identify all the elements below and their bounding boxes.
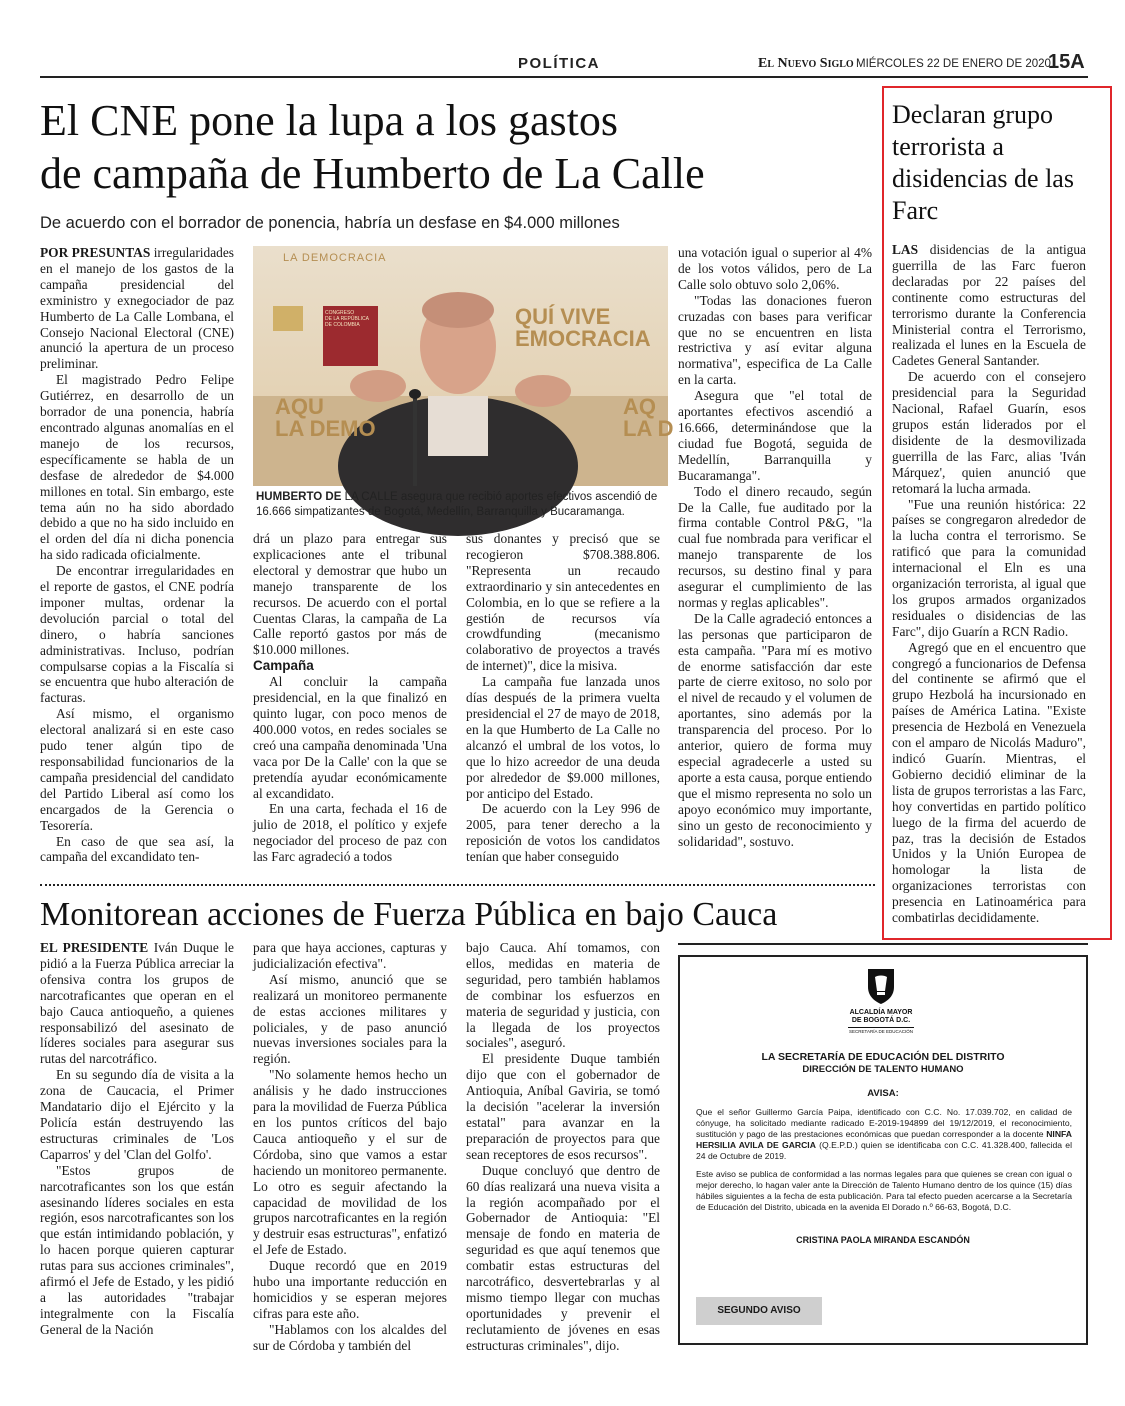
photo-text-right: QUÍ VIVE EMOCRACIA xyxy=(515,304,651,351)
main-col4-p2: "Todas las donaciones fueron cruzadas con bases para verificar que no se encuentren en lista restrictiva y así evitar alguna normativa", especifica de La Calle en la carta. xyxy=(678,292,872,388)
photo-caption-bold: HUMBERTO DE xyxy=(256,491,342,503)
photo-caption-text: LA CALLE asegura que recibió aportes efectivos ascendió de 16.666 simpatizantes de Bogotá, Medellín, Barranquilla y Bucaramanga. xyxy=(256,491,658,518)
main-column-2 xyxy=(253,531,447,865)
notice-signature: CRISTINA PAOLA MIRANDA ESCANDÓN xyxy=(796,1235,970,1245)
main-col4-p1: una votación igual o superior al 4% de los votos válidos, pero de La Calle solo obtuvo solo 2,06%. xyxy=(678,245,872,292)
legal-notice-box xyxy=(678,955,1088,1345)
main-column-3 xyxy=(466,531,660,865)
seal-line-1: ALCALDÍA MAYOR xyxy=(849,1009,913,1016)
section-label: POLÍTICA xyxy=(518,55,600,72)
bottom-headline: Monitorean acciones de Fuerza Pública en bajo Cauca xyxy=(40,896,778,933)
notice-paragraph-1 xyxy=(696,1107,1072,1162)
issue-date: MIÉRCOLES 22 DE ENERO DE 2020 xyxy=(856,58,1051,70)
main-col1-p3: De encontrar irregularidades en el reporte de gastos, el CNE podría imponer multas, ordenar la devolución parcial o total del dinero, o habría sanciones administrativas. Incluso, podrían compulsarse copias a la Fiscalía si se encuentra que hubo alteración de facturas. xyxy=(40,563,234,706)
bottom-col3-p3: Duque concluyó que dentro de 60 días realizará una nueva visita a la región acompañado por el Gobernador de Antioquia: "El mensaje de fondo en materia de seguridad es que aquí tenemos que combatir estas estructuras del narcotráfico, desvertebrarlas y al mismo tiempo llegar con muchas oportunidades y prevenir el reclutamiento de jóvenes en esas estructuras criminales", dijo. xyxy=(466,1162,660,1353)
notice-deceased-name: NINFA HERSILIA AVILA DE GARCIA xyxy=(696,1129,1072,1150)
notice-title: LA SECRETARÍA DE EDUCACIÓN DEL DISTRITO xyxy=(761,1051,1005,1063)
side-article-body xyxy=(892,242,1086,926)
seal-line-3: SECRETARÍA DE EDUCACIÓN xyxy=(849,1029,913,1034)
main-col4-p4: Todo el dinero recaudo, según De la Calle, fue auditado por la firma contable Control P&G, "la cual fue nombrada para verificar el manejo transparente de los recursos, su destino final y para asegurar el cumplimiento de las normas y reglas aplicables". xyxy=(678,483,872,610)
notice-p1-b: (Q.E.P.D.) quien se identificaba con C.C. 41.328.400, fallecida el 24 de Octubre de 2019. xyxy=(696,1140,1072,1161)
bottom-lead-word: EL PRESIDENTE xyxy=(40,940,149,955)
bottom-col2-p5: "Hablamos con los alcaldes del sur de Córdoba y también del xyxy=(253,1321,447,1353)
main-col3-p3: De acuerdo con la Ley 996 de 2005, para tener derecho a la reposición de votos los candidatos tenían que haber conseguido xyxy=(466,801,660,865)
bottom-column-1 xyxy=(40,940,234,1338)
photo-text-far-right: AQ LA D xyxy=(623,394,674,441)
bottom-col2-p1: para que haya acciones, capturas y judicialización efectiva". xyxy=(253,940,447,971)
bottom-col3-p1: bajo Cauca. Ahí tomamos, con ellos, medidas en materia de seguridad, pero también hablamos de combinar los esfuerzos en materia de seguridad y justicia, con la llegada de los proyectos sociales", aseguró. xyxy=(466,940,660,1051)
bottom-col3-p2: El presidente Duque también dijo que con el gobernador de Antioquia, Aníbal Gaviria, se tomó la decisión "acelerar la inversión estatal" para avanzar en la preparación de proyectos para que sean receptores de esos recursos". xyxy=(466,1051,660,1162)
main-column-1 xyxy=(40,245,234,865)
speaker-illustration xyxy=(253,246,668,486)
bottom-col1-p1: Iván Duque le pidió a la Fuerza Pública arreciar la ofensiva contra los grupos de narcotraficantes que operan en el bajo Cauca antioqueño, a quienes responsabilizó del asesinato de líderes sociales para asegurar sus rutas del narcotráfico. xyxy=(40,940,234,1067)
photo-banner-text: CONGRESO DE LA REPÚBLICA DE COLOMBIA xyxy=(325,310,369,328)
side-p4: Agregó que en el encuentro que congregó a funcionarios de Defensa del continente se afirmó que el grupo Hezbolá ha incursionado en países de América Latina. "Existe presencia de Hezbolá en Venezuela con el amparo de Nicolás Maduro", indicó Guarín. Mientras, el Gobierno decidió eliminar de la lista de grupos terroristas a las Farc, hoy convertidas en partido político luego de la firma del acuerdo de paz, tras la decisión de Estados Unidos y la Unión Europea de homologar la lista de organizaciones terroristas con presencia en Latinoamérica para combatirlas decididamente. xyxy=(892,639,1086,926)
main-col1-p1: irregularidades en el manejo de los gastos de la campaña presidencial del exministro y exnegociador de paz Humberto de La Calle Lombana, el Consejo Nacional Electoral (CNE) anunció la apertura de un proceso preliminar. xyxy=(40,245,234,372)
main-photo xyxy=(253,246,674,486)
bottom-col2-p3: "No solamente hemos hecho un análisis y he dado instrucciones para la movilidad de Fuerza Pública en los puntos críticos del bajo Cauca antioqueño y el sur de Córdoba, sino que vamos a estar haciendo un monitoreo permanente. Lo otro es seguir afectando la capacidad de movilidad de los grupos narcotraficantes en la región y destruir esas estructuras", enfatizó el Jefe de Estado. xyxy=(253,1067,447,1258)
bottom-col1-p2: En su segundo día de visita a la zona de Caucacia, el Primer Mandatario dijo el Ejército y la Policía están destruyendo las estructuras criminales de 'Los Caparros' y del 'Clan del Golfo'. xyxy=(40,1067,234,1162)
notice-aviso: AVISA: xyxy=(867,1088,899,1099)
notice-paragraph-2: Este aviso se publica de conformidad a las normas legales para que quienes se crean con igual o mejor derecho, lo hagan valer ante la Dirección de Talento Humano dentro de los quince (15) días hábiles siguientes a la fecha de esta publicación. Para tal efecto pueden acercarse a la Secretaría de Educación del Distrito, ubicada en la avenida El Dorado n.º 66-63, Bogotá, D.C. xyxy=(696,1169,1072,1212)
side-p3: "Fue una reunión histórica: 22 países se congregaron alrededor de la lucha contra el terrorismo. Se ratificó que para la comunidad internacional el Eln es una organización terrorista, al igual que los grupos armados organizados residuales o disidencias de las Farc", dijo Guarín a RCN Radio. xyxy=(892,496,1086,639)
notice-p1-a: Que el señor Guillermo García Paipa, identificado con C.C. No. 17.039.702, en calidad de cónyuge, ha solicitado mediante radicado E-2019-194899 del 19/12/2019, el reconocimiento, sustitución y pago de las prestaciones económicas que puedan corresponder a la docente xyxy=(696,1107,1072,1139)
main-col1-p5: En caso de que sea así, la campaña del excandidato ten- xyxy=(40,833,234,865)
coat-of-arms-icon xyxy=(866,967,896,1005)
page-number: 15A xyxy=(1048,51,1085,73)
side-lead-word: LAS xyxy=(892,242,919,257)
main-col1-p4: Así mismo, el organismo electoral analizará si en este caso pudo tener algún tipo de responsabilidad funcionarios de la campaña presidencial del candidato del Partido Liberal así como los encargados de la Gerencia o Tesorería. xyxy=(40,706,234,833)
main-col4-p5: De la Calle agradeció entonces a las personas que participaron de esta campaña. "Para mí es motivo de enorme satisfacción dar este parte de cierre exitoso, no solo por el nivel de recaudo y el volumen de aportantes, sino además por la transparencia del proceso. Por lo anterior, quiero de forma muy especial agradecerle a usted su aporte a esta causa, porque entiendo que el mismo representa no solo un apoyo económico muy importante, sino un gesto de reconocimiento y solidaridad", sostuvo. xyxy=(678,610,872,849)
main-col3-p1: sus donantes y precisó que se recogieron $708.388.806. "Representa un recaudo extraordinario y sin antecedentes en Colombia, en lo que se refiere a la gestión de recursos vía crowdfunding (mecanismo colaborativo de proyectos a través de internet)", dice la misiva. xyxy=(466,531,660,674)
seal-line-2: DE BOGOTÁ D.C. xyxy=(851,1017,911,1024)
main-col2-p3: En una carta, fechada el 16 de julio de 2018, el político y exjefe negociador del proceso de paz con las Farc agradeció a todos xyxy=(253,801,447,865)
bottom-col2-p4: Duque recordó que en 2019 hubo una importante reducción en homicidios y se esperan mejores cifras para este año. xyxy=(253,1258,447,1321)
main-col2-p1: drá un plazo para entregar sus explicaciones ante el tribunal electoral y demostrar que hubo un manejo transparente de los recursos. De acuerdo con el portal Cuentas Claras, la campaña de La Calle reportó gastos por más de $10.000 millones. xyxy=(253,531,447,658)
bottom-column-3 xyxy=(466,940,660,1354)
main-column-4 xyxy=(678,245,872,849)
bottom-column-2 xyxy=(253,940,447,1354)
main-col3-p2: La campaña fue lanzada unos días después de la primera vuelta presidencial el 27 de mayo de 2018, en la que Humberto de La Calle no alcanzó el umbral de los votos, lo que lo hizo acreedor de una deuda por alrededor de $9.000 millones, por anticipo del Estado. xyxy=(466,674,660,801)
notice-subtitle: DIRECCIÓN DE TALENTO HUMANO xyxy=(802,1064,964,1075)
main-subtitle: De acuerdo con el borrador de ponencia, habría un desfase en $4.000 millones xyxy=(40,214,620,232)
photo-text-left: AQU LA DEMO xyxy=(275,394,376,441)
main-headline-line2: de campaña de Humberto de La Calle xyxy=(40,149,705,198)
photo-text-top: LA DEMOCRACIA xyxy=(283,252,387,264)
main-headline xyxy=(40,94,880,200)
main-subhead-campana: Campaña xyxy=(253,658,314,674)
main-col4-p3: Asegura que "el total de aportantes efectivos ascendió a 16.666, determinándose que la ciudad fue Bogotá, seguida de Medellín, Barranquilla y Bucaramanga". xyxy=(678,388,872,483)
section-separator xyxy=(40,884,875,886)
notice-top-rule xyxy=(678,943,1088,945)
photo-caption xyxy=(256,490,666,520)
paper-name: El Nuevo Siglo xyxy=(758,56,854,71)
seal-text xyxy=(830,1009,932,1035)
header-rule xyxy=(40,76,1088,78)
side-p2: De acuerdo con el consejero presidencial para la Seguridad Nacional, Rafael Guarín, esos grupos están liderados por el disidente de la desmovilizada guerrilla de las Farc, alias 'Iván Márquez', quien anunció que retomará la lucha armada. xyxy=(892,369,1086,496)
main-col1-p2: El magistrado Pedro Felipe Gutiérrez, en desarrollo de un borrador de una ponencia, habría encontrado algunas anomalías en el manejo de los recursos, específicamente se habla de un desfase de alrededor de $4.000 millones en total. Sin embargo, este tema aún no ha sido abordado debido a que no ha sido incluido en el orden del día ni dicha ponencia ha sido radicada oficialmente. xyxy=(40,372,234,563)
main-col2-p2: Al concluir la campaña presidencial, en la que finalizó en quinto lugar, con poco menos de 400.000 votos, en redes sociales se creó una campaña denominada 'Una vaca por De la Calle' con la que se pretendía ayudar económicamente al excandidato. xyxy=(253,674,447,801)
main-lead-word: POR PRESUNTAS xyxy=(40,245,151,260)
bottom-col1-p3: "Estos grupos de narcotraficantes son los que están asesinando líderes sociales en esta región, esos narcotraficantes son los que están intimidando población, y lo hacen porque quieren capturar rutas para sus acciones criminales", afirmó el Jefe de Estado, y les pidió a las autoridades "trabajar integralmente con la Fiscalía General de la Nación xyxy=(40,1162,234,1337)
main-headline-line1: El CNE pone la lupa a los gastos xyxy=(40,96,619,145)
notice-badge: SEGUNDO AVISO xyxy=(696,1297,822,1325)
side-headline: Declaran grupo terrorista a disidencias de las Farc xyxy=(892,100,1074,225)
side-p1: disidencias de la antigua guerrilla de las Farc fueron declaradas por 22 países del continente como estructuras del terrorismo durante la Conferencia Ministerial contra el Terrorismo, realizada el lunes en la Escuela de Cadetes General Santander. xyxy=(892,242,1086,369)
bottom-col2-p2: Así mismo, anunció que se realizará un monitoreo permanente de estas acciones militares y policiales, y de paso anunció nuevas inversiones sociales para la región. xyxy=(253,971,447,1067)
